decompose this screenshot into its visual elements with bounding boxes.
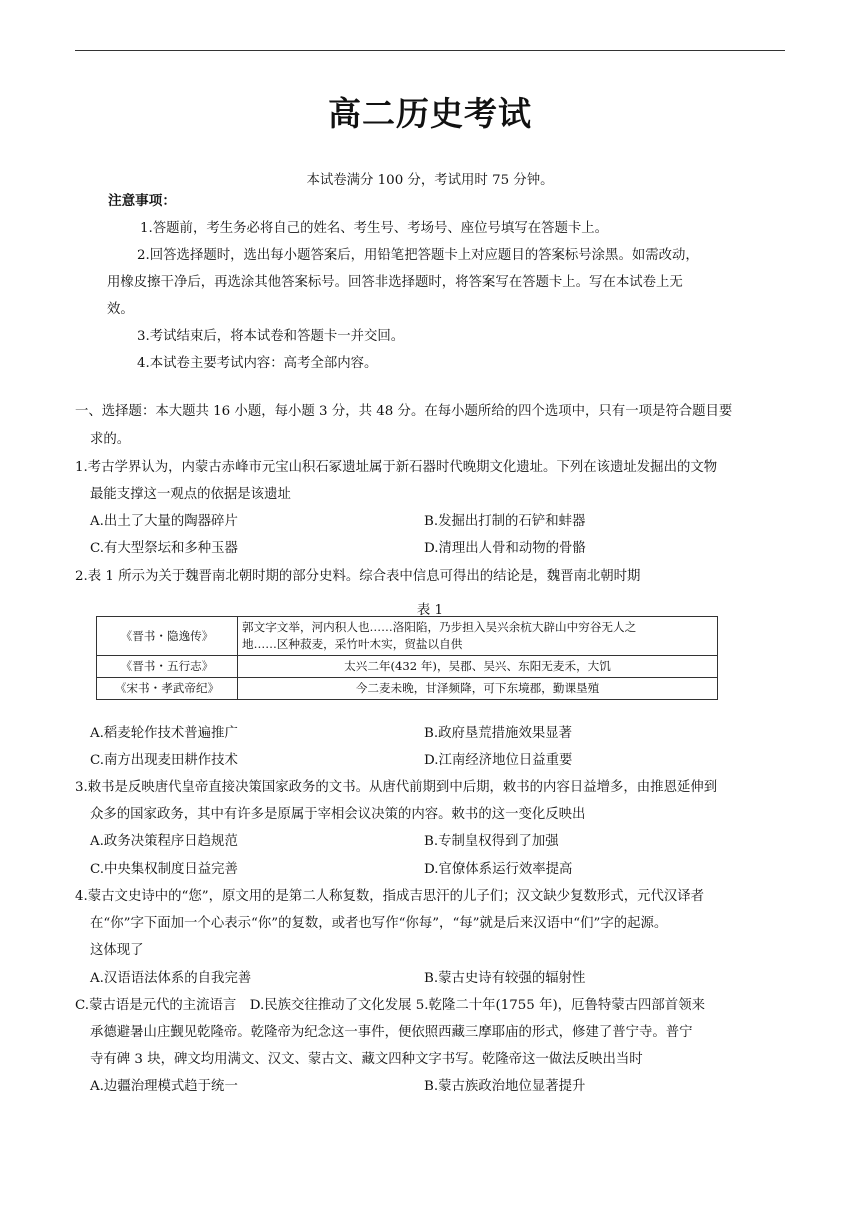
q2-option-a: A.稻麦轮作技术普遍推广 <box>90 726 238 741</box>
exam-subtitle: 本试卷满分 100 分，考试用时 75 分钟。 <box>306 173 554 188</box>
q5-option-a: A.边疆治理模式趋于统一 <box>90 1079 238 1094</box>
table-caption: 表 1 <box>416 603 444 618</box>
notice-2b: 用橡皮擦干净后，再选涂其他答案标号。回答非选择题时，将答案写在答题卡上。写在本试卷上无 <box>107 275 683 290</box>
q4-stem-b: 在“你”字下面加一个心表示“你”的复数，或者也写作“你每”，“每”就是后来汉语中“们”字的起源。 <box>90 916 668 931</box>
q3-option-b: B.专制皇权得到了加强 <box>424 834 559 849</box>
q3-option-a: A.政务决策程序日趋规范 <box>90 834 238 849</box>
section-heading-a: 一、选择题：本大题共 16 小题，每小题 3 分，共 48 分。在每小题所给的四个选项中，只有一项是符合题目要 <box>75 404 733 419</box>
q1-option-d: D.清理出人骨和动物的骨骼 <box>424 541 586 556</box>
q4-options-cd-q5-start: C.蒙古语是元代的主流语言 D.民族交往推动了文化发展 5.乾隆二十年(1755 年)，厄鲁特蒙古四部首领来 <box>75 998 705 1013</box>
notice-1: 1.答题前，考生务必将自己的姓名、考生号、考场号、座位号填写在答题卡上。 <box>140 221 609 236</box>
notice-2a: 2.回答选择题时，选出每小题答案后，用铅笔把答题卡上对应题目的答案标号涂黑。如需改动， <box>137 248 699 263</box>
table-text-line: 郭文字文举，河内积人也……洛阳陷，乃步担入吴兴余杭大辟山中穷谷无人之 <box>242 620 637 634</box>
notice-3: 3.考试结束后，将本试卷和答题卡一并交回。 <box>137 329 405 344</box>
table-text-cell <box>238 617 718 656</box>
table-row <box>97 656 718 678</box>
q5-stem-b: 承德避暑山庄觐见乾隆帝。乾隆帝为纪念这一事件，便依照西藏三摩耶庙的形式，修建了普宁寺。普宁 <box>90 1025 693 1040</box>
q2-option-c: C.南方出现麦田耕作技术 <box>90 753 238 768</box>
q5-stem-c: 寺有碑 3 块，碑文均用满文、汉文、蒙古文、藏文四种文字书写。乾隆帝这一做法反映出当时 <box>90 1052 643 1067</box>
q1-option-c: C.有大型祭坛和多种玉器 <box>90 541 238 556</box>
table-source-cell: 《晋书・隐逸传》 <box>97 617 238 656</box>
q2-stem: 2.表 1 所示为关于魏晋南北朝时期的部分史料。综合表中信息可得出的结论是，魏晋南北朝时期 <box>75 569 641 584</box>
table-source-cell: 《宋书・孝武帝纪》 <box>97 678 238 700</box>
q1-stem-b: 最能支撑这一观点的依据是该遗址 <box>90 487 291 502</box>
notice-4: 4.本试卷主要考试内容：高考全部内容。 <box>137 356 378 371</box>
q3-stem-b: 众多的国家政务，其中有许多是原属于宰相会议决策的内容。敕书的这一变化反映出 <box>90 807 586 822</box>
q5-option-b: B.蒙古族政治地位显著提升 <box>424 1079 586 1094</box>
q4-option-b: B.蒙古史诗有较强的辐射性 <box>424 971 586 986</box>
table-row <box>97 678 718 700</box>
q3-option-c: C.中央集权制度日益完善 <box>90 862 238 877</box>
top-rule <box>75 50 785 51</box>
table-text-cell: 今二麦未晚，甘泽频降，可下东境郡，勤课垦殖 <box>238 678 718 700</box>
q4-option-a: A.汉语语法体系的自我完善 <box>90 971 252 986</box>
table-text-cell: 太兴二年(432 年)，吴郡、吴兴、东阳无麦禾，大饥 <box>238 656 718 678</box>
source-table <box>96 616 718 700</box>
q1-option-b: B.发掘出打制的石铲和蚌器 <box>424 514 586 529</box>
table-row <box>97 617 718 656</box>
q4-stem-a: 4.蒙古文史诗中的“您”，原文用的是第二人称复数，指成吉思汗的儿子们；汉文缺少复数形式，元代汉译者 <box>75 889 705 904</box>
q3-option-d: D.官僚体系运行效率提高 <box>424 862 573 877</box>
exam-title: 高二历史考试 <box>328 94 532 133</box>
q1-stem-a: 1.考古学界认为，内蒙古赤峰市元宝山积石冢遗址属于新石器时代晚期文化遗址。下列在该遗址发掘出的文物 <box>75 460 718 475</box>
table-source-cell: 《晋书・五行志》 <box>97 656 238 678</box>
table-text-line: 地……区种菽麦，采竹叶木实，贸盐以自供 <box>242 637 463 651</box>
q1-option-a: A.出土了大量的陶器碎片 <box>90 514 238 529</box>
notice-2c: 效。 <box>107 302 134 317</box>
q4-stem-c: 这体现了 <box>90 943 144 958</box>
section-heading-b: 求的。 <box>90 432 131 447</box>
q2-option-b: B.政府垦荒措施效果显著 <box>424 726 573 741</box>
notice-heading: 注意事项： <box>108 193 176 209</box>
q3-stem-a: 3.敕书是反映唐代皇帝直接决策国家政务的文书。从唐代前期到中后期，敕书的内容日益增多，由推恩延伸到 <box>75 780 718 795</box>
q2-option-d: D.江南经济地位日益重要 <box>424 753 573 768</box>
